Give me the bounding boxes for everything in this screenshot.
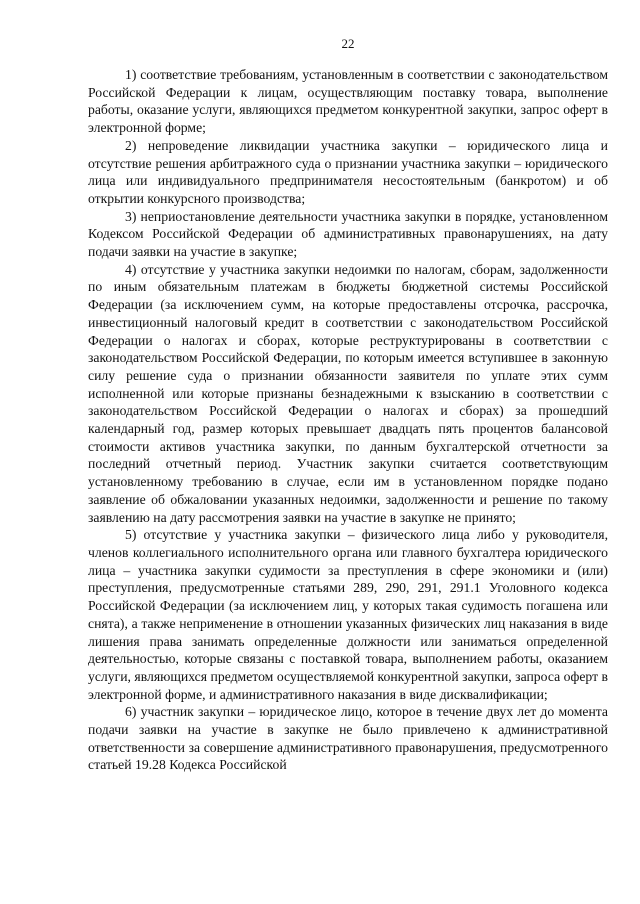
paragraph-item-4: 4) отсутствие у участника закупки недоимки по налогам, сборам, задолженности по иным обязательным платежам в бюджеты бюджетной системы Российской Федерации (за исключением сумм, на которые предоставлены отсрочка, рассрочка, инвестиционный налоговый кредит в соответствии с законодательством Российской Федерации о налогах и сборах, которые реструктурированы в соответствии с законодательством Российской Федерации, по которым имеется вступившее в законную силу решение суда о признании обязанности заявителя по уплате этих сумм исполненной или которые признаны безнадежными к взысканию в соответствии с законодательством Российской Федерации о налогах и сборах) за прошедший календарный год, размер которых превышает двадцать пять процентов балансовой стоимости активов участника закупки, по данным бухгалтерской отчетности за последний отчетный период. Участник закупки считается соответствующим установленному требованию в случае, если им в установленном порядке подано заявление об обжаловании указанных недоимки, задолженности и решение по такому заявлению на дату рассмотрения заявки на участие в закупке не принято; xyxy=(88,261,608,525)
paragraph-item-1: 1) соответствие требованиям, установленным в соответствии с законодательством Российской Федерации к лицам, осуществляющим поставку товара, выполнение работы, оказание услуги, являющихся предметом конкурентной закупки, запрос оферт в электронной форме; xyxy=(88,67,608,136)
paragraph-item-2: 2) непроведение ликвидации участника закупки – юридического лица и отсутствие решения арбитражного суда о признании участника закупки – юридического лица или индивидуального предпринимателя несостоятельным (банкротом) и об открытии конкурсного производства; xyxy=(88,137,608,206)
paragraph-item-5: 5) отсутствие у участника закупки – физического лица либо у руководителя, членов коллегиального исполнительного органа или главного бухгалтера юридического лица – участника закупки судимости за преступления в сфере экономики и (или) преступления, предусмотренные статьями 289, 290, 291, 291.1 Уголовного кодекса Российской Федерации (за исключением лиц, у которых такая судимость погашена или снята), а также неприменение в отношении указанных физических лиц наказания в виде лишения права занимать определенные должности или заниматься определенной деятельностью, которые связаны с поставкой товара, выполнением работы, оказанием услуги, являющихся предметом осуществляемой конкурентной закупки, запроса оферт в электронной форме, и административного наказания в виде дисквалификации; xyxy=(88,527,608,702)
paragraph-item-3: 3) неприостановление деятельности участника закупки в порядке, установленном Кодексом Российской Федерации об административных правонарушениях, на дату подачи заявки на участие в закупке; xyxy=(88,208,608,260)
paragraph-item-6: 6) участник закупки – юридическое лицо, которое в течение двух лет до момента подачи заявки на участие в закупке не было привлечено к административной ответственности за совершение административного правонарушения, предусмотренного статьей 19.28 Кодекса Российской xyxy=(88,704,608,773)
page-number: 22 xyxy=(341,36,355,51)
